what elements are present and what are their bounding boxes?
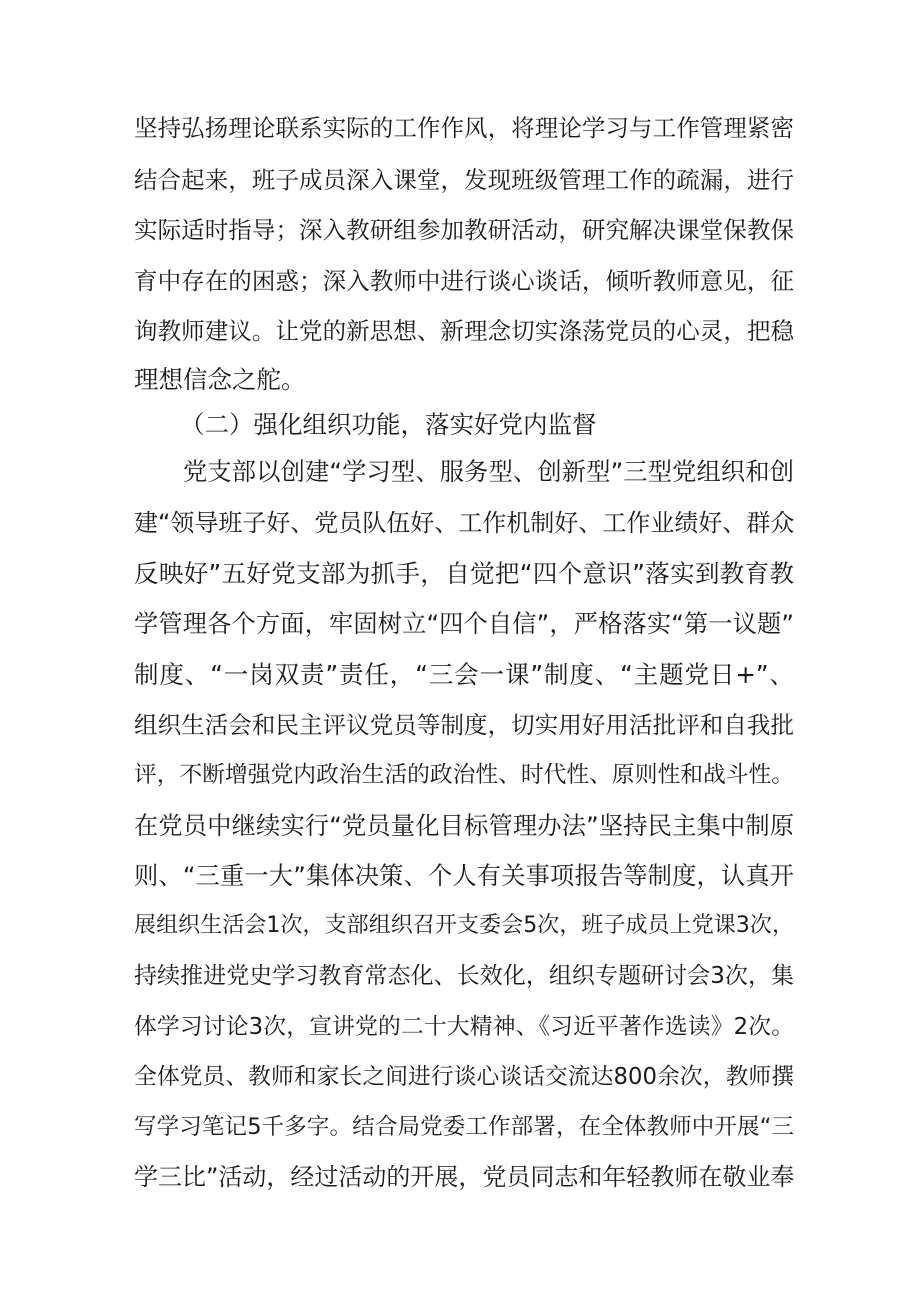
body-text-line: 结合起来，班子成员深入课堂，发现班级管理工作的疏漏，进行 bbox=[134, 166, 794, 194]
body-text-line: 评，不断增强党内政治生活的政治性、时代性、原则性和战斗性。 bbox=[134, 762, 794, 788]
body-text-line: 则、“三重一大”集体决策、个人有关事项报告等制度，认真开 bbox=[134, 861, 794, 890]
body-text-line: 实际适时指导；深入教研组参加教研活动，研究解决课堂保教保 bbox=[134, 216, 794, 244]
body-text-line: 展组织生活会1次，支部组织召开支委会5次，班子成员上党课3次， bbox=[134, 913, 794, 938]
body-text-line: 坚持弘扬理论联系实际的工作作风，将理论学习与工作管理紧密 bbox=[134, 114, 794, 142]
body-text-line: 学管理各个方面，牢固树立“四个自信”，严格落实“第一议题” bbox=[134, 609, 794, 638]
body-text-line: 制度、“一岗双责”责任，“三会一课”制度、“主题党日+”、 bbox=[134, 660, 794, 689]
body-text-line: 理想信念之舵。 bbox=[134, 365, 306, 394]
body-text-line: 全体党员、教师和家长之间进行谈心谈话交流达800余次，教师撰 bbox=[134, 1064, 794, 1090]
body-text-line: 育中存在的困惑；深入教师中进行谈心谈话，倾听教师意见，征 bbox=[134, 267, 794, 295]
body-text-line: 在党员中继续实行“党员量化目标管理办法”坚持民主集中制原 bbox=[134, 811, 794, 840]
section-heading: （二）强化组织功能，落实好党内监督 bbox=[180, 410, 597, 439]
body-text-line: 反映好”五好党支部为抓手，自觉把“四个意识”落实到教育教 bbox=[134, 559, 794, 588]
body-text-line: 持续推进党史学习教育常态化、长效化，组织专题研讨会3次，集 bbox=[134, 963, 794, 989]
body-text-line: 询教师建议。让党的新思想、新理念切实涤荡党员的心灵，把稳 bbox=[134, 317, 794, 345]
body-text-line: 组织生活会和民主评议党员等制度，切实用好用活批评和自我批 bbox=[134, 711, 794, 739]
body-text-line: 写学习笔记5千多字。结合局党委工作部署，在全体教师中开展“三 bbox=[134, 1114, 794, 1140]
body-text-line: 学三比”活动，经过活动的开展，党员同志和年轻教师在敬业奉 bbox=[134, 1163, 794, 1191]
body-text-line: 建“领导班子好、党员队伍好、工作机制好、工作业绩好、群众 bbox=[134, 509, 794, 537]
body-text-line: 体学习讨论3次，宣讲党的二十大精神、《习近平著作选读》2次。 bbox=[134, 1014, 794, 1040]
body-text-line: 党支部以创建“学习型、服务型、创新型”三型党组织和创 bbox=[183, 457, 794, 486]
